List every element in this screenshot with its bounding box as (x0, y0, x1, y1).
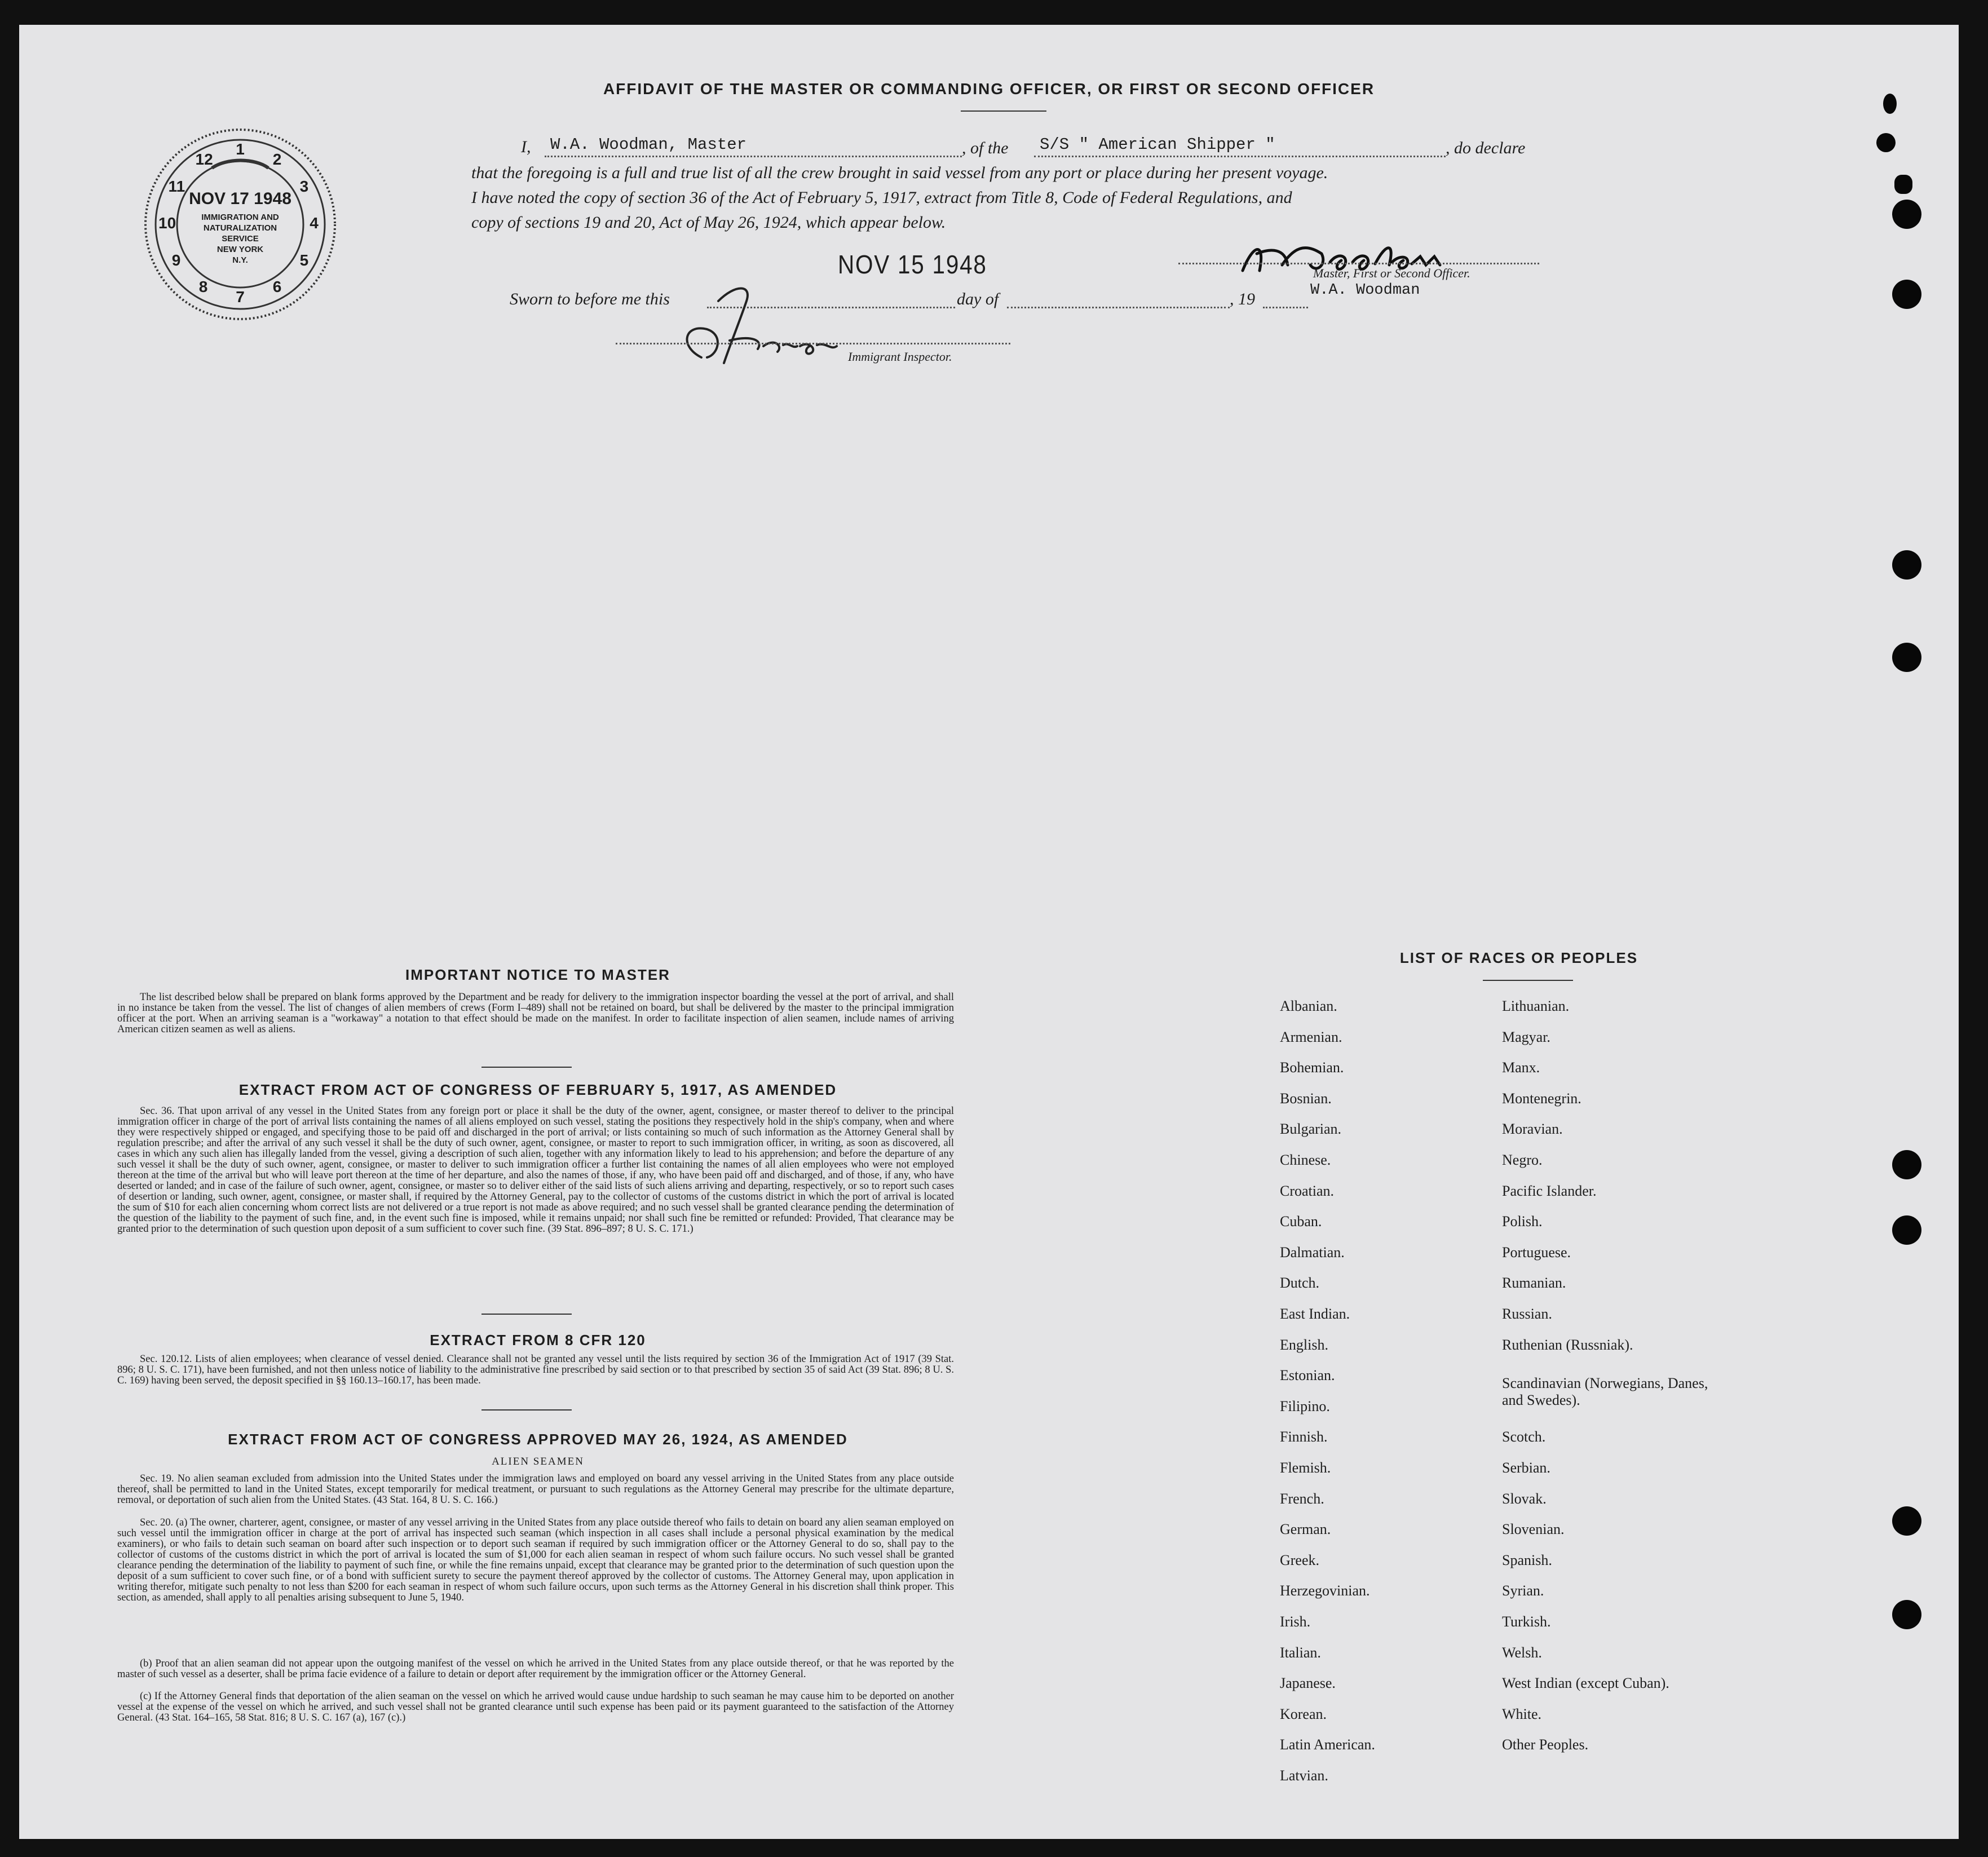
race-item: English. (1280, 1336, 1328, 1353)
binder-hole (1892, 1150, 1921, 1179)
master-name-line (545, 156, 962, 157)
seal-ring-number: 2 (272, 150, 282, 168)
officer-typed-name: W.A. Woodman (1310, 282, 1420, 299)
binder-hole (1876, 133, 1896, 152)
affidavit-line-4: copy of sections 19 and 20, Act of May 26, 1924, which appear below. (471, 213, 946, 232)
race-item: Korean. (1280, 1705, 1327, 1722)
race-item: Turkish. (1502, 1613, 1551, 1630)
notice-body: The list described below shall be prepared on blank forms approved by the Department and be ready for delivery to the immigration inspector boarding the vessel at the port of arrival, and shall in no instance be taken from the vessel. The list of changes of alien members of crews (Form I–489) shall not be retained on board, but shall be delivered by the master to the principal immigration officer at the port. When an arriving seaman is a "workaway" a notation to that effect should be made on the manifest. In order to facilitate inspection of alien seamen, include names of arriving American citizen seamen as well as aliens. (117, 992, 954, 1035)
inspector-caption: Immigrant Inspector. (848, 350, 952, 364)
seal-line: N.Y. (232, 255, 248, 265)
race-item: Welsh. (1502, 1644, 1542, 1661)
seal-ring-number: 3 (299, 177, 309, 195)
extract-1924-sec20a: Sec. 20. (a) The owner, charterer, agent, consignee, or master of any vessel arriving in the United States from any place outside thereof who fails to detain on board any alien seaman employed on such vessel until the immigration officer in charge at the port of arrival has inspected such seaman (which inspection in all cases shall include a personal physical examination by the medical examiners), or who fails to detain such seaman on board after such inspection or to deport such seaman if required by such immigration officer or the Attorney General to do so, shall pay to the collector of customs of the customs district in which the port of arrival is located the sum of $1,000 for each alien seaman in respect of whom such failure occurs. No such vessel shall be granted clearance pending the determination of the liability to payment of such fine, or while the fine remains unpaid, except that clearance may be granted prior to the determination of such question upon the deposit of a sum sufficient to cover such fine, or of a bond with sufficient surety to secure the payment thereof approved by the collector of customs. The Attorney General may, upon application in writing therefor, mitigate such penalty to not less than $200 for each seaman in respect of whom such failure occurs, upon such terms as the Attorney General in his discretion shall think proper. This section, as amended, shall apply to all penalties arising subsequent to June 5, 1940. (117, 1517, 954, 1603)
race-item: Latvian. (1280, 1767, 1328, 1784)
binder-hole (1892, 550, 1921, 580)
race-item: Rumanian. (1502, 1275, 1566, 1292)
document-page (19, 25, 1959, 1839)
received-date-stamp: NOV 15 1948 (838, 250, 987, 279)
race-item: Portuguese. (1502, 1244, 1571, 1261)
race-item: Scotch. (1502, 1429, 1546, 1445)
race-item: Dalmatian. (1280, 1244, 1345, 1261)
binder-hole (1892, 1215, 1921, 1245)
race-item: Bohemian. (1280, 1059, 1344, 1076)
extract-1924-subtitle: ALIEN SEAMEN (492, 1456, 584, 1467)
race-item: Latin American. (1280, 1736, 1375, 1753)
seal-ring-number: 7 (236, 288, 245, 306)
race-item: French. (1280, 1490, 1324, 1507)
race-item: Polish. (1502, 1213, 1543, 1230)
race-item: Slovak. (1502, 1490, 1547, 1507)
master-name-value: W.A. Woodman, Master (550, 135, 747, 154)
seal-line: IMMIGRATION AND (201, 213, 279, 222)
race-item: Slovenian. (1502, 1521, 1565, 1538)
seal-ring-number: 1 (236, 140, 245, 158)
immigration-seal (142, 126, 338, 322)
race-item: East Indian. (1280, 1306, 1350, 1322)
race-item: Bosnian. (1280, 1090, 1332, 1107)
extract-1924-sec20c: (c) If the Attorney General finds that deportation of the alien seaman on the vessel on which he arrived would cause undue hardship to such seaman he may cause him to be deported on another vessel at the expense of the vessel on which he arrived, and such vessel shall not be granted clearance until such expense has been paid or its payment guaranteed to the satisfaction of the Attorney General. (43 Stat. 164–165, 58 Stat. 816; 8 U. S. C. 167 (a), 167 (c).) (117, 1691, 954, 1723)
seal-date: NOV 17 1948 (189, 189, 291, 208)
extract-1917-body: Sec. 36. That upon arrival of any vessel in the United States from any foreign port or place it shall be the duty of the owner, agent, consignee, or master thereof to deliver to the principal immigration officer in charge of the port of arrival lists containing the names of all aliens employed on such vessel, stating the positions they respectively hold in the ship's company, when and where they were respectively shipped or engaged, and specifying those to be paid off and discharged in the port of arrival; or lists containing so much of such information as the Attorney General shall by regulation prescribe; and after the arrival of any such vessel it shall be the duty of such owner, agent, consignee, or master to report to such immigration officer, in writing, as soon as discovered, all cases in which any such alien has illegally landed from the vessel, giving a description of such alien, together with any information likely to lead to his apprehension; and before the departure of any such vessel it shall be the duty of such owner, agent, consignee, or master to deliver to such immigration officer a further list containing the names of all alien employees who were not employed thereon at the time of the arrival but who will leave port thereon at the time of her departure, and also the names of those, if any, who have been paid off and discharged, and of those, if any, who have deserted or landed; and in case of the failure of such owner, agent, consignee, or master so to deliver either of the said lists of such aliens arriving and departing, respectively, or so to report such cases of desertion or landing, such owner, agent, consignee, or master shall, if required by the Attorney General, pay to the collector of customs of the customs district in which the port of arrival is located the sum of $10 for each alien concerning whom correct lists are not delivered or a true report is not made as above required; and no such vessel shall be granted clearance pending the determination of the question of the liability to the payment of such fine, and, in the event such fine is imposed, while it remains unpaid; nor shall such fine be remitted or refunded: Provided, That clearance may be granted prior to the determination of such question upon deposit of a sum sufficient to cover such fine. (39 Stat. 896–897; 8 U. S. C. 171.) (117, 1106, 954, 1235)
affidavit-i: I, (521, 138, 531, 156)
seal-ring-number: 6 (272, 278, 282, 296)
cfr-body: Sec. 120.12. Lists of alien employees; when clearance of vessel denied. Clearance shall not be granted any vessel until the lists required by section 36 of the Immigration Act of 1917 (39 Stat. 896; 8 U. S. C. 171), have been furnished, and not then unless notice of liability to the administrative fine prescribed by said section or to that prescribed by section 35 of said Act (39 Stat. 896; 8 U. S. C. 169) having been served, the deposit specified in §§ 160.13–160.17, has been made. (117, 1354, 954, 1386)
vessel-name-value: S/S " American Shipper " (1040, 135, 1275, 154)
extract-1924-sec19: Sec. 19. No alien seaman excluded from admission into the United States under the immigration laws and employed on board any vessel arriving in the United States from any place outside thereof, shall be permitted to land in the United States, except temporarily for medical treatment, or pursuant to such regulations as the Attorney General may prescribe for the ultimate departure, removal, or deportation of such alien from the United States. (43 Stat. 164, 8 U. S. C. 166.) (117, 1473, 954, 1506)
year-prefix: , 19 (1230, 290, 1255, 308)
race-item: Manx. (1502, 1059, 1540, 1076)
race-item: Dutch. (1280, 1275, 1320, 1292)
officer-signature-line (1178, 263, 1539, 264)
seal-ring-number: 4 (310, 214, 319, 232)
binder-hole (1892, 1506, 1921, 1536)
race-item: Greek. (1280, 1551, 1320, 1568)
seal-ring-number: 9 (171, 251, 181, 269)
extract-1917-title: EXTRACT FROM ACT OF CONGRESS OF FEBRUARY 5, 1917, AS AMENDED (238, 1081, 837, 1098)
seal-ring-number: 11 (168, 177, 185, 195)
race-item: Italian. (1280, 1644, 1321, 1661)
inspector-signature-line (616, 343, 1010, 344)
races-title: LIST OF RACES OR PEOPLES (1399, 949, 1638, 966)
seal-ring-number: 10 (158, 214, 176, 232)
binder-hole (1892, 1600, 1921, 1629)
race-item: Filipino. (1280, 1398, 1330, 1414)
binder-hole (1894, 175, 1912, 194)
race-item: Croatian. (1280, 1182, 1335, 1199)
race-item: Flemish. (1280, 1460, 1331, 1476)
seal-ring-number: 8 (198, 278, 208, 296)
races-rule (1483, 980, 1573, 981)
section-rule (481, 1314, 572, 1315)
seal-line: SERVICE (222, 234, 259, 244)
race-item: Pacific Islander. (1502, 1182, 1597, 1199)
seal-line: NATURALIZATION (203, 223, 277, 233)
race-item: Spanish. (1502, 1551, 1552, 1568)
do-declare-text: , do declare (1446, 139, 1526, 157)
race-item: German. (1280, 1521, 1331, 1538)
seal-text (142, 212, 338, 266)
sworn-month-line (1007, 307, 1230, 308)
binder-hole (1892, 280, 1921, 309)
race-item: Irish. (1280, 1613, 1311, 1630)
affidavit-line-3: I have noted the copy of section 36 of the Act of February 5, 1917, extract from Title 8, Code of Federal Regulations, and (471, 188, 1292, 207)
section-rule (481, 1409, 572, 1411)
race-item: Herzegovinian. (1280, 1582, 1370, 1599)
seal-ring-number: 5 (299, 251, 309, 269)
race-item: Negro. (1502, 1152, 1543, 1168)
race-item: Other Peoples. (1502, 1736, 1589, 1753)
race-item: Montenegrin. (1502, 1090, 1581, 1107)
race-item: Serbian. (1502, 1460, 1550, 1476)
race-item: Syrian. (1502, 1582, 1544, 1599)
vessel-name-line (1034, 156, 1446, 157)
binder-hole (1883, 94, 1897, 114)
race-item: Armenian. (1280, 1028, 1342, 1045)
affidavit-title: AFFIDAVIT OF THE MASTER OR COMMANDING OFFICER, OR FIRST OR SECOND OFFICER (603, 80, 1375, 98)
sworn-before-text: Sworn to before me this (510, 290, 670, 308)
race-item: Russian. (1502, 1306, 1552, 1322)
race-item: Moravian. (1502, 1121, 1563, 1138)
race-item: Chinese. (1280, 1152, 1331, 1168)
race-item: Cuban. (1280, 1213, 1322, 1230)
race-item: Albanian. (1280, 998, 1337, 1014)
race-item: White. (1502, 1705, 1542, 1722)
day-of-text: day of (957, 290, 999, 308)
section-rule (481, 1067, 572, 1068)
cfr-title: EXTRACT FROM 8 CFR 120 (430, 1332, 646, 1348)
extract-1924-sec20b: (b) Proof that an alien seaman did not appear upon the outgoing manifest of the vessel on which he arrived in the United States from any place outside thereof, or that he was reported by the master of such vessel as a deserter, shall be prima facie evidence of a failure to detain or deport after requirement by the immigration officer or the Attorney General. (117, 1658, 954, 1680)
binder-hole (1892, 200, 1921, 229)
seal-ring-number: 12 (195, 150, 213, 168)
affidavit-line-2: that the foregoing is a full and true list of all the crew brought in said vessel from any port or place during her present voyage. (471, 163, 1328, 182)
of-the-text: , of the (962, 139, 1009, 157)
race-item: Scandinavian (Norwegians, Danes, and Swedes). (1502, 1375, 1708, 1409)
race-item: Lithuanian. (1502, 998, 1570, 1014)
notice-title: IMPORTANT NOTICE TO MASTER (405, 966, 670, 983)
race-item: Estonian. (1280, 1367, 1335, 1384)
sworn-year-line (1263, 307, 1308, 308)
race-item: Ruthenian (Russniak). (1502, 1336, 1633, 1353)
binder-hole (1892, 643, 1921, 672)
title-rule (961, 110, 1046, 112)
seal-line: NEW YORK (217, 245, 264, 254)
race-item: Bulgarian. (1280, 1121, 1342, 1138)
extract-1924-title: EXTRACT FROM ACT OF CONGRESS APPROVED MAY 26, 1924, AS AMENDED (228, 1431, 848, 1448)
officer-caption: Master, First or Second Officer. (1313, 266, 1470, 280)
race-item: Finnish. (1280, 1429, 1328, 1445)
race-item: Japanese. (1280, 1675, 1336, 1692)
race-item: Magyar. (1502, 1028, 1550, 1045)
race-item: West Indian (except Cuban). (1502, 1675, 1669, 1692)
